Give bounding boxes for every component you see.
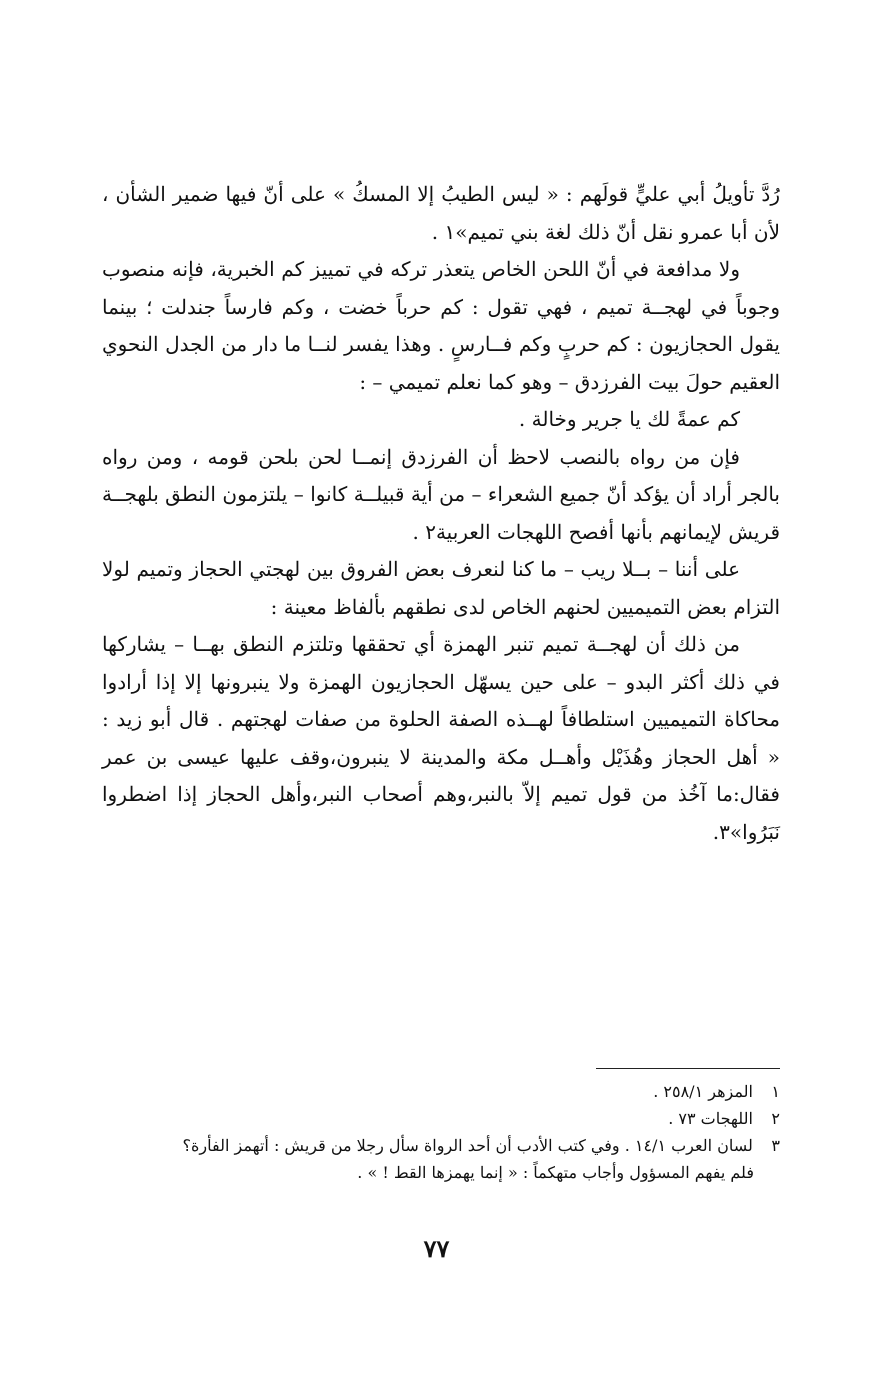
footnote-text: المزهر ٢٥٨/١ . xyxy=(653,1082,753,1101)
paragraph-5: من ذلك أن لهجــة تميم تنبر الهمزة أي تحققها وتلتزم النطق بهــا – يشاركها في ذلك أكثر البدو – على حين يسهّل الحجازيون الهمزة ولا ينبرونها إلا إذا أرادوا محاكاة التميميين استلطافاً لهــذه الصفة الحلوة من صفات لهجتهم . قال أبو زيد : « أهل الحجاز وهُذَيْل وأهــل مكة والمدينة لا ينبرون،وقف عليها عيسى بن عمر فقال:ما آخُذ من قول تميم إلاّ بالنبر،وهم أصحاب النبر،وأهل الحجاز إذا اضطروا نَبَرُوا»٣. xyxy=(102,632,780,844)
footnote-text: لسان العرب ١٤/١ . وفي كتب الأدب أن أحد الرواة سأل رجلا من قريش : أتهمز الفأرة؟ xyxy=(182,1136,753,1155)
footnote-text: اللهجات ٧٣ . xyxy=(668,1109,753,1128)
paragraph-4: على أننا – بــلا ريب – ما كنا لنعرف بعض الفروق بين لهجتي الحجاز وتميم لولا التزام بعض التميميين لحنهم الخاص لدى نطقهم بألفاظ معينة : xyxy=(102,557,780,619)
footnote-2 xyxy=(106,1105,780,1132)
footnote-3 xyxy=(106,1132,780,1159)
verse-line: كم عمةً لك يا جرير وخالة . xyxy=(518,407,740,431)
footnote-number: ٢ xyxy=(771,1109,780,1128)
paragraph-1: رُدَّ تأويلُ أبي عليٍّ قولَهم : « ليس الطيبُ إلا المسكُ » على أنّ فيها ضمير الشأن ، لأن أبا عمرو نقل أنّ ذلك لغة بني تميم»١ . xyxy=(102,182,780,244)
paragraph-3: فإن من رواه بالنصب لاحظ أن الفرزدق إنمــا لحن بلحن قومه ، ومن رواه بالجر أراد أن يؤكد أنّ جميع الشعراء – من أية قبيلــة كانوا – يلتزمون النطق بلهجــة قريش لإيمانهم بأنها أفصح اللهجات العربية٢ . xyxy=(102,444,780,544)
paragraph-2: ولا مدافعة في أنّ اللحن الخاص يتعذر تركه في تمييز كم الخبرية، فإنه منصوب وجوباً في لهجــة تميم ، فهي تقول : كم حرباً خضت ، وكم فارساً جندلت ؛ بينما يقول الحجازيون : كم حربٍ وكم فــارسٍ . وهذا يفسر لنــا ما دار من الجدل النحوي العقيم حولَ بيت الفرزدق – وهو كما نعلم تميمي – : xyxy=(102,257,780,394)
footnote-number: ١ xyxy=(771,1082,780,1101)
footnote-separator xyxy=(596,1068,780,1069)
footnote-1 xyxy=(106,1078,780,1105)
footnote-number: ٣ xyxy=(771,1136,780,1155)
main-text xyxy=(102,176,780,851)
footnotes xyxy=(106,1078,780,1186)
page-number: ٧٧ xyxy=(423,1234,450,1263)
footnote-3-continuation: فلم يفهم المسؤول وأجاب متهكماً : « إنما يهمزها القط ! » . xyxy=(357,1163,754,1182)
